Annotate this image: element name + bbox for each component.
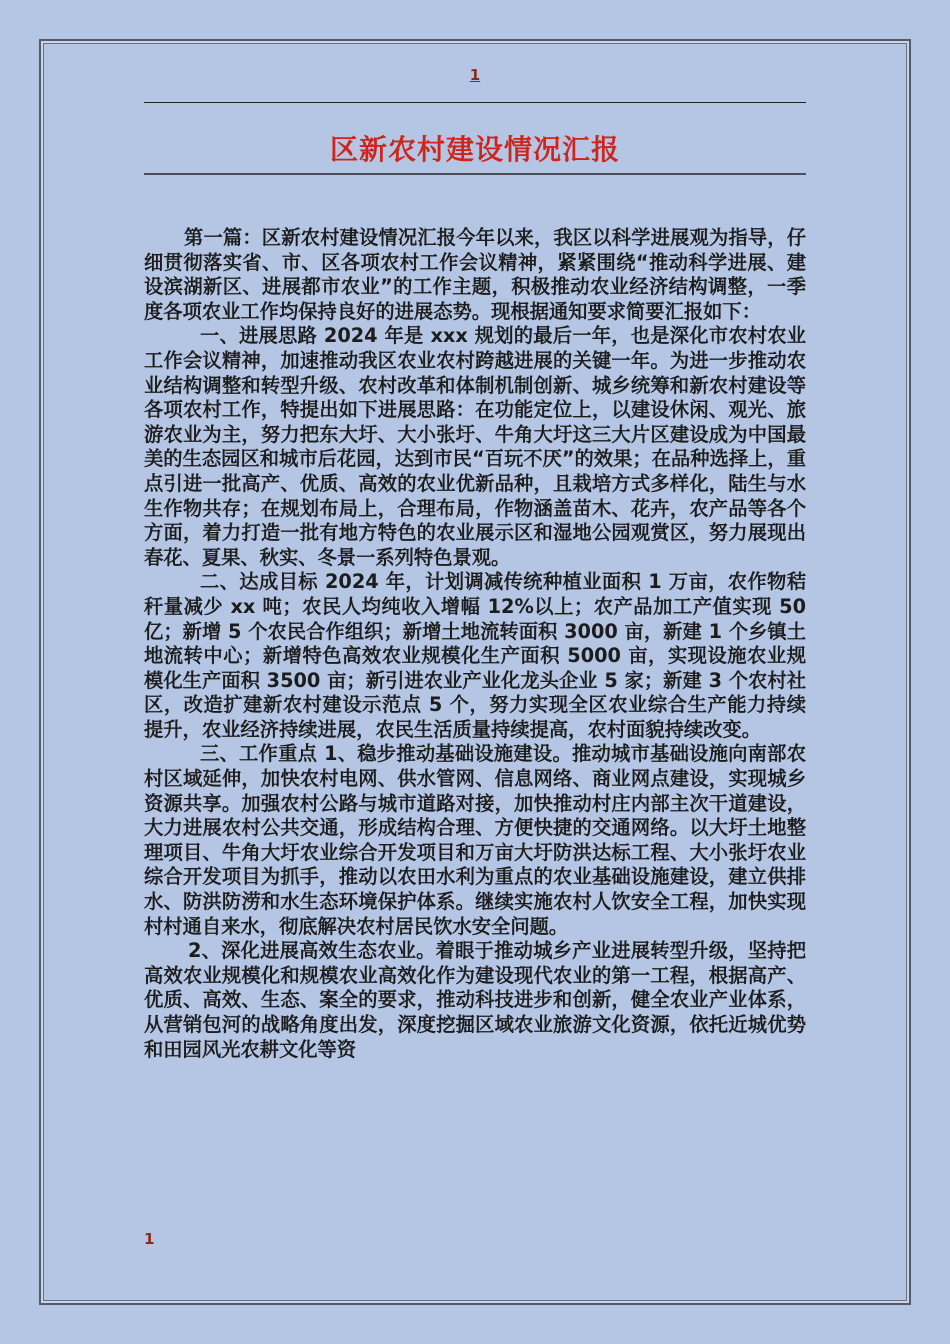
paragraph-ecological-agriculture: 2、深化进展高效生态农业。着眼于推动城乡产业进展转型升级，坚持把高效农业规模化和规模农业高效化作为建设现代农业的第一工程，根据高产、优质、高效、生态、案全的要求，推动科技进步和创新，健全农业产业体系，从营销包河的战略角度出发，深度挖掘区域农业旅游文化资源，依托近城优势和田园风光农耕文化等资: [144, 939, 806, 1061]
title-divider: [144, 173, 806, 175]
paragraph-intro: 第一篇：区新农村建设情况汇报今年以来，我区以科学进展观为指导，仔细贯彻落实省、市、区各项农村工作会议精神，紧紧围绕“推动科学进展、建设滨湖新区、进展都市农业”的工作主题，积极推动农业经济结构调整，一季度各项农业工作均保持良好的进展态势。现根据通知要求简要汇报如下：: [144, 226, 806, 323]
footer-page-number: 1: [144, 1230, 155, 1248]
paragraph-development-ideas: 一、进展思路 2024 年是 xxx 规划的最后一年，也是深化市农村农业工作会议精神，加速推动我区农业农村跨越进展的关键一年。为进一步推动农业结构调整和转型升级、农村改革和体制机制创新、城乡统筹和新农村建设等各项农村工作，特提出如下进展思路：在功能定位上，以建设休闲、观光、旅游农业为主，努力把东大圩、大小张圩、牛角大圩这三大片区建设成为中国最美的生态园区和城市后花园，达到市民“百玩不厌”的效果；在品种选择上，重点引进一批高产、优质、高效的农业优新品种，且栽培方式多样化，陆生与水生作物共存；在规划布局上，合理布局，作物涵盖苗木、花卉，农产品等各个方面，着力打造一批有地方特色的农业展示区和湿地公园观赏区，努力展现出春花、夏果、秋实、冬景一系列特色景观。: [144, 324, 806, 569]
header-page-number: 1: [469, 66, 481, 84]
header-divider: [144, 102, 806, 103]
paragraph-work-focus: 三、工作重点 1、稳步推动基础设施建设。推动城市基础设施向南部农村区域延伸，加快农村电网、供水管网、信息网络、商业网点建设，实现城乡资源共享。加强农村公路与城市道路对接，加快推动村庄内部主次干道建设，大力进展农村公共交通，形成结构合理、方便快捷的交通网络。以大圩土地整理项目、牛角大圩农业综合开发项目和万亩大圩防洪达标工程、大小张圩农业综合开发项目为抓手，推动以农田水利为重点的农业基础设施建设，建立供排水、防洪防涝和水生态环境保护体系。继续实施农村人饮安全工程，加快实现村村通自来水，彻底解决农村居民饮水安全问题。: [144, 742, 806, 938]
document-body: [144, 226, 806, 1062]
paragraph-targets: 二、达成目标 2024 年，计划调减传统种植业面积 1 万亩，农作物秸秆量减少 xx 吨；农民人均纯收入增幅 12%以上；农产品加工产值实现 50 亿；新增 5 个农民合作组织；新增土地流转面积 3000 亩，新建 1 个乡镇土地流转中心；新增特色高效农业规模化生产面积 5000 亩，实现设施农业规模化生产面积 3500 亩；新引进农业产业化龙头企业 5 家；新建 3 个农村社区，改造扩建新农村建设示范点 5 个，努力实现全区农业综合生产能力持续提升，农业经济持续进展，农民生活质量持续提高，农村面貌持续改变。: [144, 570, 806, 741]
document-title: 区新农村建设情况汇报: [329, 133, 620, 166]
